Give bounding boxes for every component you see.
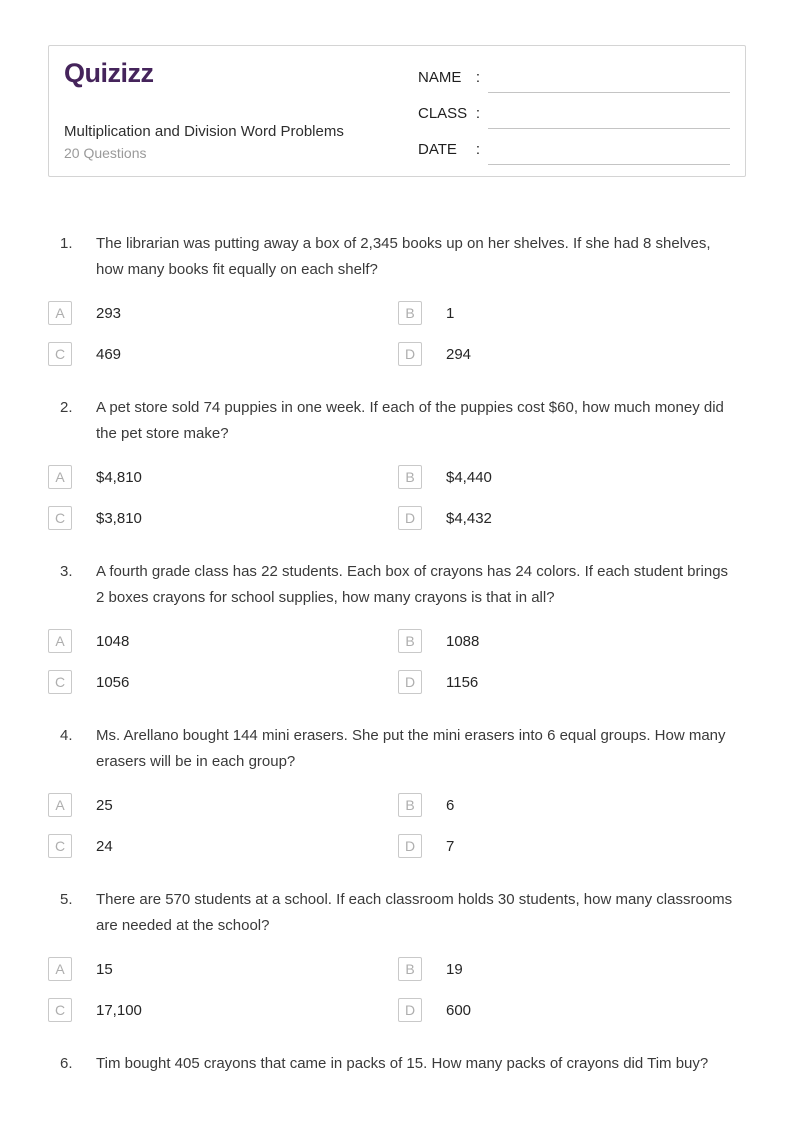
answers-grid — [48, 629, 746, 694]
answer-option — [398, 342, 746, 366]
answer-option — [398, 629, 746, 653]
answer-option — [48, 629, 398, 653]
class-input-line[interactable] — [488, 106, 730, 129]
question-row — [48, 887, 746, 939]
answer-text: 1056 — [96, 673, 130, 691]
answer-text: $4,810 — [96, 468, 142, 486]
answer-option — [48, 834, 398, 858]
answer-text: 1088 — [446, 632, 480, 650]
answer-letter-box[interactable]: C — [48, 998, 72, 1022]
worksheet-title: Multiplication and Division Word Problems — [64, 123, 344, 140]
question-number: 3. — [60, 563, 73, 580]
answer-option — [398, 957, 746, 981]
answer-text: 25 — [96, 796, 113, 814]
answer-text: 469 — [96, 345, 122, 363]
answer-text: 294 — [446, 345, 472, 363]
question-text: A fourth grade class has 22 students. Each box of crayons has 24 colors. If each student brings 2 boxes crayons for school supplies, how many crayons is that in all? — [96, 563, 729, 606]
question-text: The librarian was putting away a box of 2,345 books up on her shelves. If she had 8 shelves, how many books fit equally on each shelf? — [96, 235, 711, 278]
class-label-text: CLASS — [418, 105, 468, 122]
answer-option — [398, 670, 746, 694]
answer-text: 6 — [446, 796, 455, 814]
header-left — [49, 46, 418, 176]
question-block — [48, 887, 746, 1022]
answer-text: 15 — [96, 960, 113, 978]
answers-grid — [48, 793, 746, 858]
answer-letter-box[interactable]: D — [398, 342, 422, 366]
answer-letter-box[interactable]: A — [48, 629, 72, 653]
class-label — [418, 106, 480, 122]
worksheet-header — [48, 45, 746, 177]
answer-option — [48, 342, 398, 366]
answer-text: 600 — [446, 1001, 472, 1019]
class-field-row — [418, 106, 730, 129]
answer-letter-box[interactable]: C — [48, 670, 72, 694]
name-label — [418, 70, 480, 86]
answer-option — [48, 301, 398, 325]
answer-text: 1048 — [96, 632, 130, 650]
question-row — [48, 1051, 746, 1077]
question-block — [48, 231, 746, 366]
question-number: 1. — [60, 235, 73, 252]
answer-option — [398, 998, 746, 1022]
name-input-line[interactable] — [488, 70, 730, 93]
answer-text: $4,440 — [446, 468, 492, 486]
question-block — [48, 1051, 746, 1095]
question-block — [48, 723, 746, 858]
answer-letter-box[interactable]: A — [48, 465, 72, 489]
answer-text: 24 — [96, 837, 113, 855]
question-row — [48, 723, 746, 775]
question-number: 2. — [60, 399, 73, 416]
answer-letter-box[interactable]: A — [48, 793, 72, 817]
date-input-line[interactable] — [488, 142, 730, 165]
answer-letter-box[interactable]: C — [48, 506, 72, 530]
date-field-row — [418, 142, 730, 165]
answer-letter-box[interactable]: C — [48, 834, 72, 858]
answer-option — [398, 793, 746, 817]
answer-option — [48, 465, 398, 489]
answer-text: 1156 — [446, 673, 479, 691]
answer-letter-box[interactable]: B — [398, 793, 422, 817]
answer-text: $4,432 — [446, 509, 492, 527]
header-fields — [418, 46, 730, 176]
answer-text: 17,100 — [96, 1001, 142, 1019]
answer-letter-box[interactable]: D — [398, 998, 422, 1022]
answer-letter-box[interactable]: D — [398, 506, 422, 530]
answer-option — [48, 793, 398, 817]
question-row — [48, 395, 746, 447]
question-text: Tim bought 405 crayons that came in packs of 15. How many packs of crayons did Tim buy? — [96, 1055, 709, 1072]
question-text: Ms. Arellano bought 144 mini erasers. She put the mini erasers into 6 equal groups. How many erasers will be in each group? — [96, 727, 726, 770]
answer-letter-box[interactable]: A — [48, 957, 72, 981]
answer-text: $3,810 — [96, 509, 142, 527]
answer-option — [398, 834, 746, 858]
name-field-row — [418, 70, 730, 93]
question-row — [48, 559, 746, 611]
answer-letter-box[interactable]: C — [48, 342, 72, 366]
quizizz-logo: Quizizz — [64, 58, 154, 88]
answer-option — [48, 998, 398, 1022]
date-label-text: DATE — [418, 141, 457, 158]
question-number: 5. — [60, 891, 73, 908]
answer-letter-box[interactable]: B — [398, 957, 422, 981]
answer-option — [48, 670, 398, 694]
answers-grid — [48, 465, 746, 530]
answer-letter-box[interactable]: B — [398, 465, 422, 489]
answer-option — [48, 506, 398, 530]
questions-list — [48, 231, 746, 1123]
class-label-colon: : — [475, 105, 480, 122]
question-block — [48, 559, 746, 694]
name-label-colon: : — [475, 69, 480, 86]
question-block — [48, 395, 746, 530]
question-text: There are 570 students at a school. If each classroom holds 30 students, how many classrooms are needed at the school? — [96, 891, 733, 934]
answer-letter-box[interactable]: B — [398, 301, 422, 325]
header-titles — [64, 122, 418, 163]
question-text: A pet store sold 74 puppies in one week. If each of the puppies cost $60, how much money did the pet store make? — [96, 399, 724, 442]
answer-text: 7 — [446, 837, 455, 855]
answer-option — [398, 465, 746, 489]
answer-text: 293 — [96, 304, 122, 322]
name-label-text: NAME — [418, 69, 462, 86]
date-label-colon: : — [475, 141, 480, 158]
answer-letter-box[interactable]: D — [398, 670, 422, 694]
answer-option — [398, 506, 746, 530]
answer-option — [48, 957, 398, 981]
answer-text: 1 — [446, 304, 455, 322]
answer-letter-box[interactable]: D — [398, 834, 422, 858]
question-number: 6. — [60, 1055, 73, 1072]
answer-letter-box[interactable]: B — [398, 629, 422, 653]
question-row — [48, 231, 746, 283]
answers-grid — [48, 957, 746, 1022]
question-number: 4. — [60, 727, 73, 744]
answer-option — [398, 301, 746, 325]
answer-text: 19 — [446, 960, 463, 978]
answers-grid — [48, 301, 746, 366]
date-label — [418, 142, 480, 158]
answer-letter-box[interactable]: A — [48, 301, 72, 325]
question-count: 20 Questions — [64, 145, 147, 161]
